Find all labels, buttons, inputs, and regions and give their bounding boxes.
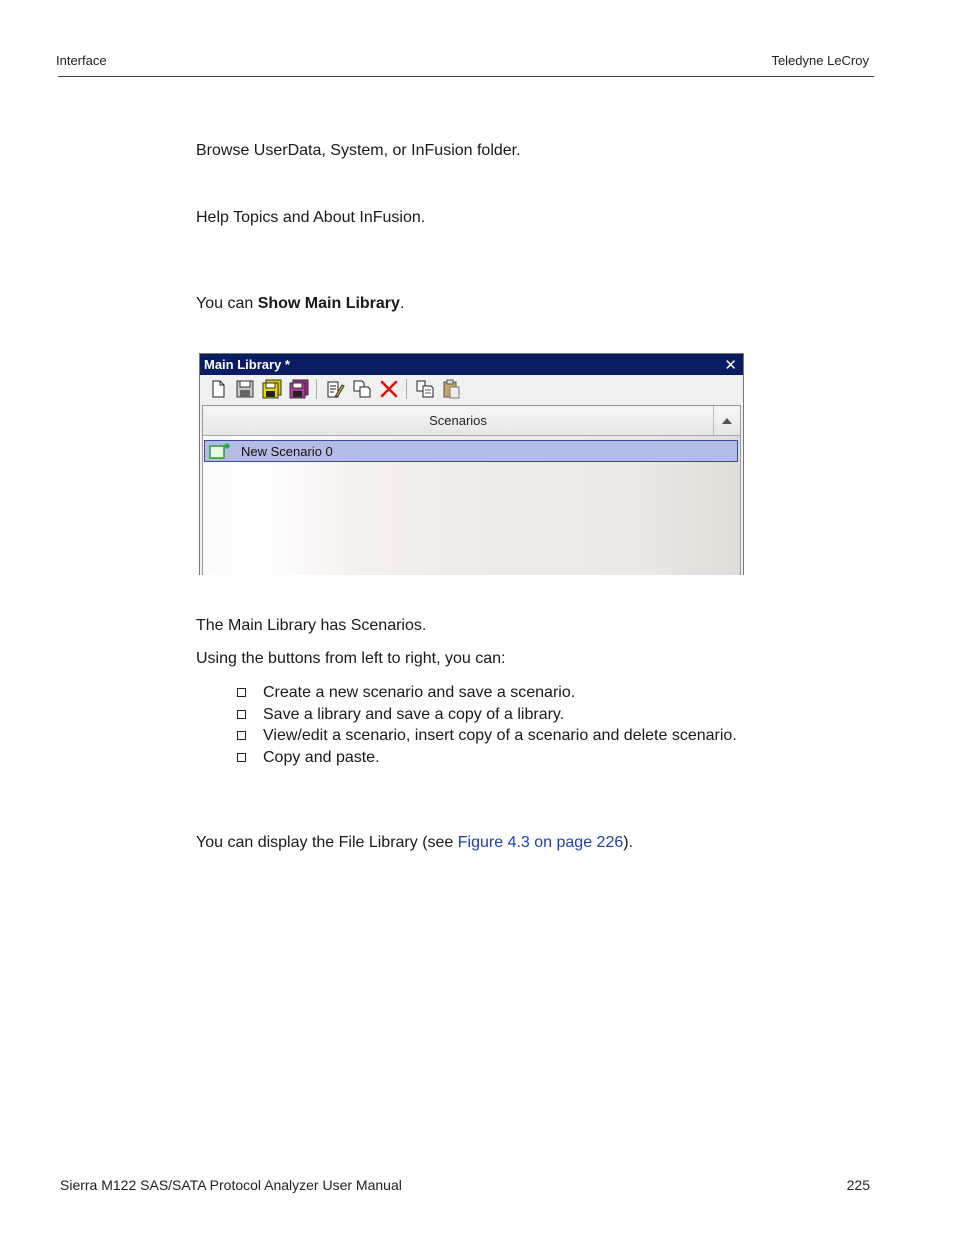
show-library-paragraph — [196, 294, 404, 314]
display-prefix: You can display the File Library (see — [196, 834, 458, 851]
help-paragraph: Help Topics and About InFusion. — [196, 209, 426, 226]
save-scenario-icon[interactable] — [231, 377, 258, 401]
page-number: 225 — [846, 1177, 870, 1193]
page-header-brand: Teledyne LeCroy — [771, 53, 869, 68]
checkbox-bullet-icon — [237, 688, 246, 697]
show-main-library-term: Show Main Library — [257, 295, 400, 312]
paste-icon[interactable] — [438, 377, 465, 401]
scenario-row-label: New Scenario 0 — [241, 443, 333, 459]
insert-copy-icon[interactable] — [348, 377, 375, 401]
button-actions-list — [237, 682, 737, 768]
main-library-titlebar — [200, 354, 743, 375]
browse-paragraph: Browse UserData, System, or InFusion folder. — [196, 142, 521, 159]
edit-scenario-icon[interactable] — [321, 377, 348, 401]
toolbar-separator — [406, 379, 407, 399]
scenario-icon — [209, 442, 231, 460]
list-item — [237, 747, 737, 769]
display-suffix: ). — [623, 834, 634, 851]
show-prefix: You can — [196, 295, 258, 312]
checkbox-bullet-icon — [237, 731, 246, 740]
sort-ascending-icon[interactable] — [714, 406, 740, 435]
scenario-row[interactable] — [204, 440, 738, 462]
list-item-text: View/edit a scenario, insert copy of a scenario and delete scenario. — [263, 727, 737, 745]
list-item — [237, 704, 737, 726]
toolbar-separator — [316, 379, 317, 399]
scenarios-column-title[interactable]: Scenarios — [203, 406, 714, 435]
checkbox-bullet-icon — [237, 753, 246, 762]
save-library-icon[interactable] — [258, 377, 285, 401]
footer-manual-title: Sierra M122 SAS/SATA Protocol Analyzer User Manual — [60, 1177, 402, 1193]
list-item-text: Save a library and save a copy of a library. — [263, 705, 565, 723]
using-buttons-paragraph: Using the buttons from left to right, you can: — [196, 650, 506, 667]
new-scenario-icon[interactable] — [204, 377, 231, 401]
scenarios-grid — [202, 405, 741, 575]
page-header-section: Interface — [56, 53, 107, 68]
list-item — [237, 725, 737, 747]
figure-reference-link[interactable]: Figure 4.3 on page 226 — [457, 834, 624, 851]
copy-icon[interactable] — [411, 377, 438, 401]
scenarios-column-header[interactable] — [203, 406, 740, 436]
close-icon[interactable]: ✕ — [724, 356, 737, 374]
show-suffix: . — [399, 295, 405, 312]
list-item-text: Create a new scenario and save a scenario. — [263, 684, 576, 702]
main-library-title: Main Library * — [204, 357, 290, 372]
list-item-text: Copy and paste. — [263, 748, 380, 766]
save-library-copy-icon[interactable] — [285, 377, 312, 401]
display-file-library-paragraph — [196, 833, 633, 853]
header-divider — [58, 76, 874, 77]
checkbox-bullet-icon — [237, 710, 246, 719]
has-scenarios-paragraph: The Main Library has Scenarios. — [196, 617, 427, 634]
main-library-panel — [199, 353, 744, 575]
main-library-toolbar — [200, 375, 743, 403]
list-item — [237, 682, 737, 704]
delete-scenario-icon[interactable] — [375, 377, 402, 401]
